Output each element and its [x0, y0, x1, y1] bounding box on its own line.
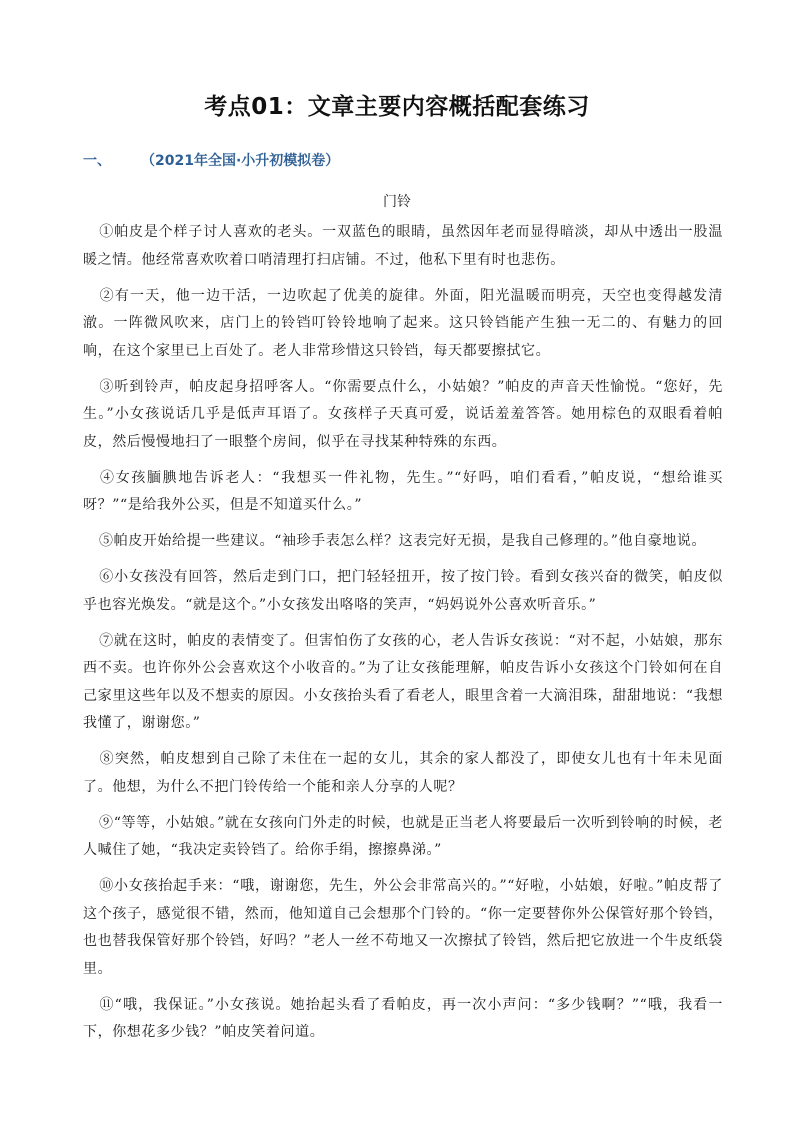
paragraph: ⑪“哦，我保证。”小女孩说。她抬起头看了看帕皮，再一次小声问：“多少钱啊？”“哦，我看一下，你想花多少钱？”帕皮笑着问道。: [83, 996, 723, 1040]
question-section-header: [83, 150, 339, 170]
section-number: 一、: [83, 153, 111, 169]
paragraph: ⑧突然，帕皮想到自己除了未住在一起的女儿，其余的家人都没了，即使女儿也有十年未见面了。他想，为什么不把门铃传给一个能和亲人分享的人呢？: [83, 751, 723, 795]
section-source: （2021年全国·小升初模拟卷）: [141, 153, 340, 169]
paragraph: ⑥小女孩没有回答，然后走到门口，把门轻轻扭开，按了按门铃。看到女孩兴奋的微笑，帕皮似乎也容光焕发。“就是这个。”小女孩发出咯咯的笑声，“妈妈说外公喜欢听音乐。”: [83, 569, 723, 613]
paragraph: ⑩小女孩抬起手来：“哦，谢谢您，先生，外公会非常高兴的。”“好啦，小姑娘，好啦。”帕皮帮了这个孩子，感觉很不错，然而，他知道自己会想那个门铃的。“你一定要替你外公保管好那个铃铛，也也替我保管好那个铃铛，好吗？”老人一丝不苟地又一次擦拭了铃铛，然后把它放进一个牛皮纸袋里。: [83, 878, 723, 977]
paragraph: ⑤帕皮开始给提一些建议。“袖珍手表怎么样？这表完好无损，是我自己修理的。”他自豪地说。: [99, 533, 707, 549]
paragraph: ⑨“等等，小姑娘。”就在女孩向门外走的时候，也就是正当老人将要最后一次听到铃响的时候，老人喊住了她，“我决定卖铃铛了。给你手绢，擦擦鼻涕。”: [83, 814, 723, 858]
paragraph: ④女孩腼腆地告诉老人：“我想买一件礼物，先生。”“好吗，咱们看看，”帕皮说，“想给谁买呀？”“是给我外公买，但是不知道买什么。”: [83, 469, 723, 513]
page-title: 考点01：文章主要内容概括配套练习: [204, 94, 590, 120]
paragraph: ②有一天，他一边干活，一边吹起了优美的旋律。外面，阳光温暖而明亮，天空也变得越发清澈。一阵微风吹来，店门上的铃铛叮铃铃地响了起来。这只铃铛能产生独一无二的、有魅力的回响，在这个家里已上百处了。老人非常珍惜这只铃铛，每天都要擦拭它。: [83, 287, 723, 359]
paragraph: ⑦就在这时，帕皮的表情变了。但害怕伤了女孩的心，老人告诉女孩说：“对不起，小姑娘，那东西不卖。也许你外公会喜欢这个小收音的。”为了让女孩能理解，帕皮告诉小女孩这个门铃如何在自己家里这些年以及不想卖的原因。小女孩抬头看了看老人，眼里含着一大滴泪珠，甜甜地说：“我想我懂了，谢谢您。”: [83, 632, 723, 731]
passage-title: 门铃: [383, 194, 411, 210]
paragraph: ①帕皮是个样子讨人喜欢的老头。一双蓝色的眼睛，虽然因年老而显得暗淡，却从中透出一股温暖之情。他经常喜欢吹着口哨清理打扫店铺。不过，他私下里有时也悲伤。: [83, 224, 723, 268]
passage-body: [83, 219, 723, 1055]
paragraph: ③听到铃声，帕皮起身招呼客人。“你需要点什么，小姑娘？”帕皮的声音天性愉悦。“您好，先生。”小女孩说话几乎是低声耳语了。女孩样子天真可爱，说话羞羞答答。她用棕色的双眼看着帕皮，然后慢慢地扫了一眼整个房间，似乎在寻找某种特殊的东西。: [83, 378, 723, 450]
